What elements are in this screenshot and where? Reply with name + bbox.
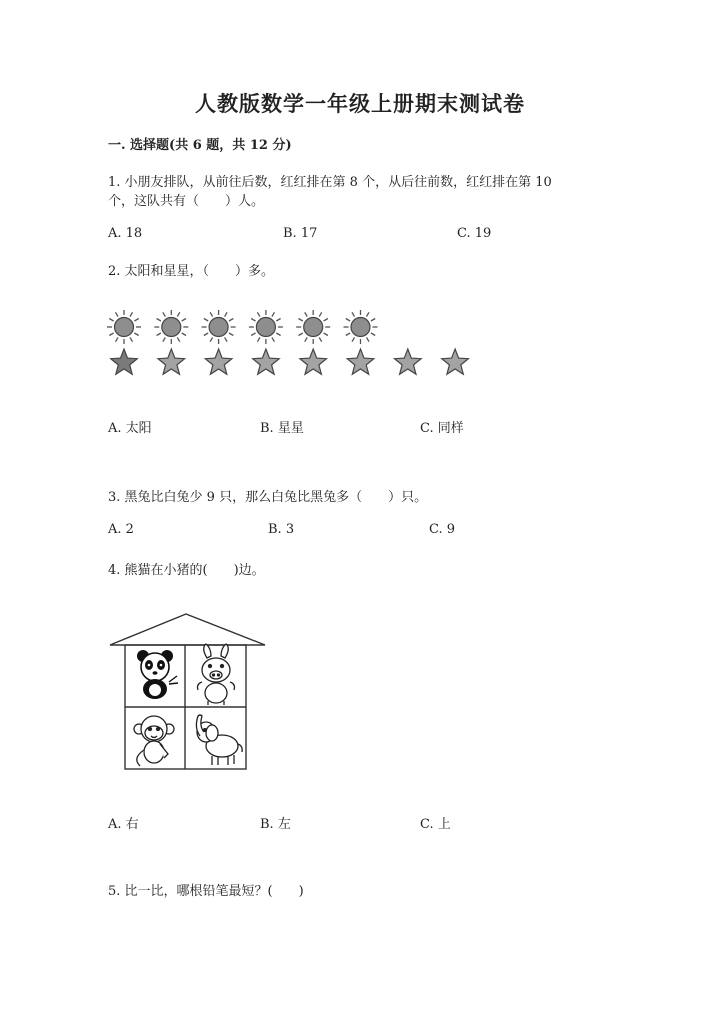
sun-icon <box>154 310 188 344</box>
question-3-text: 3. 黑兔比白兔少 9 只，那么白兔比黑兔多（ ）只。 <box>108 490 428 505</box>
panda-icon <box>137 650 178 699</box>
question-1-line-2: 个，这队共有（ ）人。 <box>108 194 265 209</box>
question-1-option-c[interactable]: C. 19 <box>457 226 492 241</box>
question-1-line-1: 1. 小朋友排队，从前往后数，红红排在第 8 个，从后往前数，红红排在第 10 <box>108 175 552 190</box>
sun-icon <box>249 310 283 344</box>
animal-house-figure <box>108 612 268 774</box>
question-2-option-c[interactable]: C. 同样 <box>420 421 464 436</box>
star-icon <box>442 349 469 374</box>
sun-icon <box>296 310 330 344</box>
sun-icon <box>107 310 141 344</box>
elephant-icon <box>196 715 242 765</box>
star-icon <box>158 349 185 374</box>
question-1-option-a[interactable]: A. 18 <box>108 226 143 241</box>
question-2-text: 2. 太阳和星星，（ ）多。 <box>108 264 275 279</box>
question-1-option-b[interactable]: B. 17 <box>283 226 318 241</box>
page-title: 人教版数学一年级上册期末测试卷 <box>195 91 525 116</box>
question-4-option-c[interactable]: C. 上 <box>420 817 451 832</box>
question-4-text: 4. 熊猫在小猪的( )边。 <box>108 563 265 578</box>
question-4-option-b[interactable]: B. 左 <box>260 817 291 832</box>
question-2-option-b[interactable]: B. 星星 <box>260 421 304 436</box>
star-icon <box>347 349 374 374</box>
star-icon <box>300 349 327 374</box>
star-icon <box>111 349 138 374</box>
question-2-option-a[interactable]: A. 太阳 <box>108 421 152 436</box>
monkey-icon <box>134 716 174 766</box>
question-5-text: 5. 比一比，哪根铅笔最短？( ) <box>108 884 304 899</box>
star-icon <box>395 349 422 374</box>
question-3-option-b[interactable]: B. 3 <box>268 522 295 537</box>
sun-icon <box>202 310 236 344</box>
question-3-option-c[interactable]: C. 9 <box>429 522 456 537</box>
star-icon <box>205 349 232 374</box>
question-4-option-a[interactable]: A. 右 <box>108 817 139 832</box>
house-roof <box>110 614 265 645</box>
sun-icon <box>344 310 378 344</box>
pig-icon <box>198 644 235 705</box>
question-3-option-a[interactable]: A. 2 <box>108 522 134 537</box>
star-icon <box>253 349 280 374</box>
section-heading: 一. 选择题(共 6 题，共 12 分) <box>108 138 292 153</box>
